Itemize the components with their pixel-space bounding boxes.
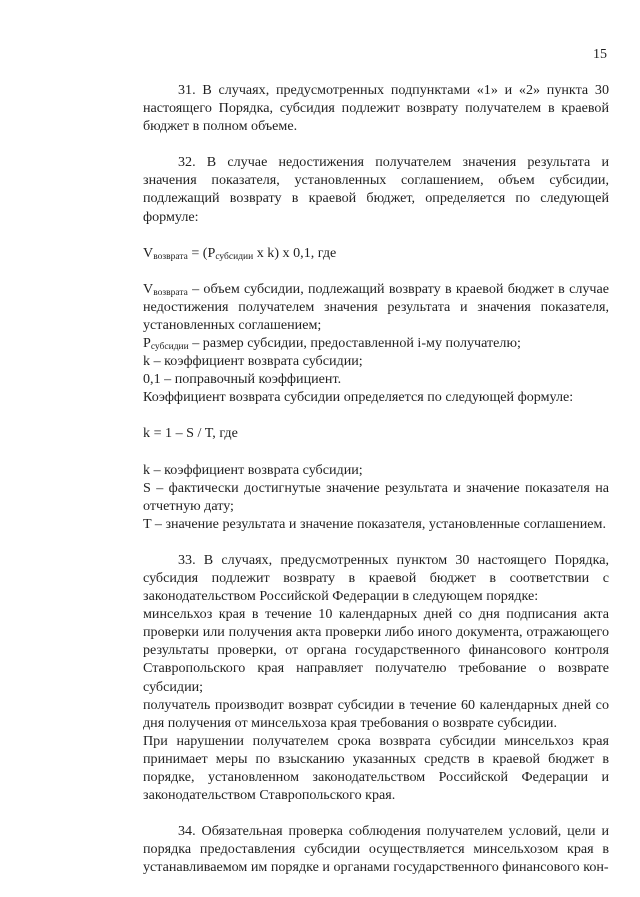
definition-v-return: $V_{возврата}$ – объем субсидии, подлежащий возврату в краевой бюджет в случае недостижения получателем значения результата и значения показателя, установленных соглашением; — [143, 280, 609, 333]
definition-k: k – коэффициент возврата субсидии; — [143, 353, 363, 370]
paragraph-33-b: получатель производит возврат субсидии в течение 60 календарных дней со дня получения от минсельхоза края требования о возврате субсидии. — [143, 696, 609, 731]
paragraph-33-c: При нарушении получателем срока возврата субсидии минсельхоз края принимает меры по взысканию указанных средств в краевой бюджет в порядке, установленном законодательством Российской Федерации и законодательством Ставропольского края. — [143, 732, 609, 804]
paragraph-33: 33. В случаях, предусмотренных пунктом 30 настоящего Порядка, субсидия подлежит возврату в краевой бюджет в соответствии с законодательством Российской Федерации в следующем порядке: — [143, 551, 609, 605]
paragraph-33-a: минсельхоз края в течение 10 календарных дней со дня подписания акта проверки или получения акта проверки либо иного документа, отражающего результаты проверки, от органа государственного финансового контроля Ставропольского края направляет получателю требование о возврате субсидии; — [143, 606, 609, 695]
formula-coefficient: k = 1 – S / T, где — [143, 425, 238, 442]
definition-s: S – фактически достигнутые значение результата и значение показателя на отчетную дату; — [143, 479, 609, 514]
definition-k-2: k – коэффициент возврата субсидии; — [143, 461, 363, 478]
paragraph-31: 31. В случаях, предусмотренных подпунктами «1» и «2» пункта 30 настоящего Порядка, субсидия подлежит возврату получателем в краевой бюджет в полном объеме. — [143, 82, 609, 135]
paragraph-32: 32. В случае недостижения получателем значения результата и значения показателя, установленных соглашением, объем субсидии, подлежащий возврату в краевой бюджет, определяется по следующей формуле: — [143, 154, 609, 225]
paragraph-34: 34. Обязательная проверка соблюдения получателем условий, цели и порядка предоставления субсидии осуществляется минсельхозом края в устанавливаемом им порядке и органами государственного финансового кон- — [143, 823, 609, 876]
document-body — [143, 81, 609, 876]
page-number: 15 — [593, 47, 607, 62]
definition-t: T – значение результата и значение показателя, установленные соглашением. — [143, 515, 606, 532]
formula-return-volume: $V_{возврата} = (P_{субсидии}$ x k) x 0,1, где — [143, 244, 337, 262]
definition-p-subsidy: $P_{субсидии}$ – размер субсидии, предоставленной i-му получателю; — [143, 335, 521, 353]
definition-correction: 0,1 – поправочный коэффициент. — [143, 371, 342, 388]
coefficient-intro: Коэффициент возврата субсидии определяется по следующей формуле: — [143, 389, 574, 406]
